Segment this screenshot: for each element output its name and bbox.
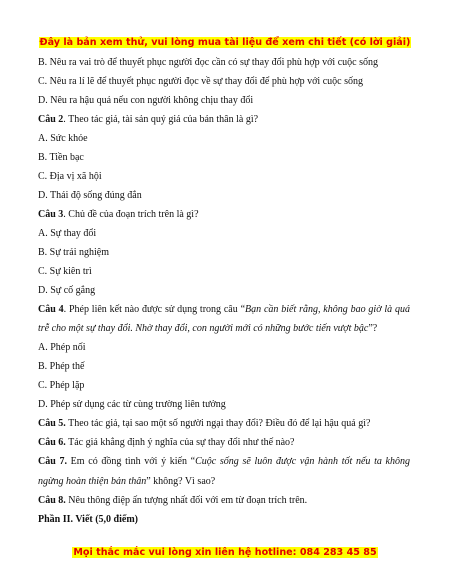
question-8-text: Nêu thông điệp ấn tượng nhất đối với em từ đoạn trích trên.: [65, 494, 308, 506]
q4-option-a: A. Phép nối: [38, 342, 86, 354]
q2-option-d: D. Thái độ sống đúng đắn: [38, 190, 142, 201]
question-5: [38, 414, 410, 433]
question-4-text-end: ”?: [368, 323, 378, 335]
q2-option-c: C. Địa vị xã hội: [38, 171, 102, 182]
question-4-text: . Phép liên kết nào được sử dụng trong câu “: [63, 304, 246, 315]
question-7-quote: Cuộc sống sẽ luôn được vận hành tốt nếu ta không ngừng hoàn thiện bản thân: [38, 456, 410, 487]
question-8: [38, 491, 410, 510]
q3-option-a: A. Sự thay đổi: [38, 228, 97, 239]
question-7-text-end: ” không? Vì sao?: [146, 475, 216, 487]
question-3-text: . Chủ đề của đoạn trích trên là gì?: [63, 209, 199, 220]
q3-option-b: B. Sự trải nghiệm: [38, 247, 109, 258]
question-5-text: Theo tác giả, tại sao một số người ngại thay đổi? Điều đó để lại hậu quả gì?: [65, 418, 371, 430]
option-b-prev: B. Nêu ra vai trò để thuyết phục người đọc cần có sự thay đổi phù hợp với cuộc sống: [38, 57, 378, 68]
preview-banner: [0, 36, 450, 50]
question-2-label: Câu 2: [38, 114, 64, 125]
question-7: [38, 452, 410, 490]
preview-banner-text: Đây là bản xem thử, vui lòng mua tài liệu để xem chi tiết (có lời giải): [39, 37, 411, 48]
question-8-label: Câu 8.: [38, 494, 66, 506]
q2-option-b: B. Tiền bạc: [38, 152, 84, 163]
question-5-label: Câu 5.: [38, 418, 66, 430]
q4-option-d: D. Phép sử dụng các từ cùng trường liên tưởng: [38, 399, 226, 411]
question-6-label: Câu 6.: [38, 437, 66, 449]
question-3-label: Câu 3: [38, 209, 64, 220]
hotline-banner: [0, 546, 450, 560]
q2-option-a: A. Sức khỏe: [38, 133, 88, 144]
question-4-quote: Bạn cần biết rằng, không bao giờ là quá trễ cho một sự thay đổi. Nhờ thay đổi, con người mới có những bước tiến vượt bậc: [38, 304, 410, 335]
question-3: [38, 205, 410, 224]
question-4-label: Câu 4: [38, 304, 64, 315]
option-d-prev: D. Nêu ra hậu quả nếu con người không chịu thay đổi: [38, 95, 254, 106]
option-c-prev: C. Nêu ra lí lẽ để thuyết phục người đọc về sự thay đổi để phù hợp với cuộc sống: [38, 76, 363, 87]
question-2: [38, 110, 410, 129]
question-6: [38, 433, 410, 452]
question-6-text: Tác giả khẳng định ý nghĩa của sự thay đổi như thế nào?: [65, 437, 295, 449]
q4-option-b: B. Phép thế: [38, 361, 85, 373]
q3-option-c: C. Sự kiên trì: [38, 266, 92, 277]
hotline-banner-text: Mọi thắc mắc vui lòng xin liên hệ hotline: 084 283 45 85: [73, 547, 377, 558]
document-body: [38, 52, 410, 529]
question-2-text: . Theo tác giả, tài sản quý giá của bản thân là gì?: [63, 114, 259, 125]
question-7-text: Em có đồng tình với ý kiến “: [66, 456, 196, 468]
q3-option-d: D. Sự cố gắng: [38, 285, 96, 296]
q4-option-c: C. Phép lặp: [38, 380, 85, 392]
question-7-label: Câu 7.: [38, 456, 67, 468]
question-4: [38, 300, 410, 338]
part-2-heading: Phần II. Viết (5,0 điểm): [38, 513, 138, 525]
